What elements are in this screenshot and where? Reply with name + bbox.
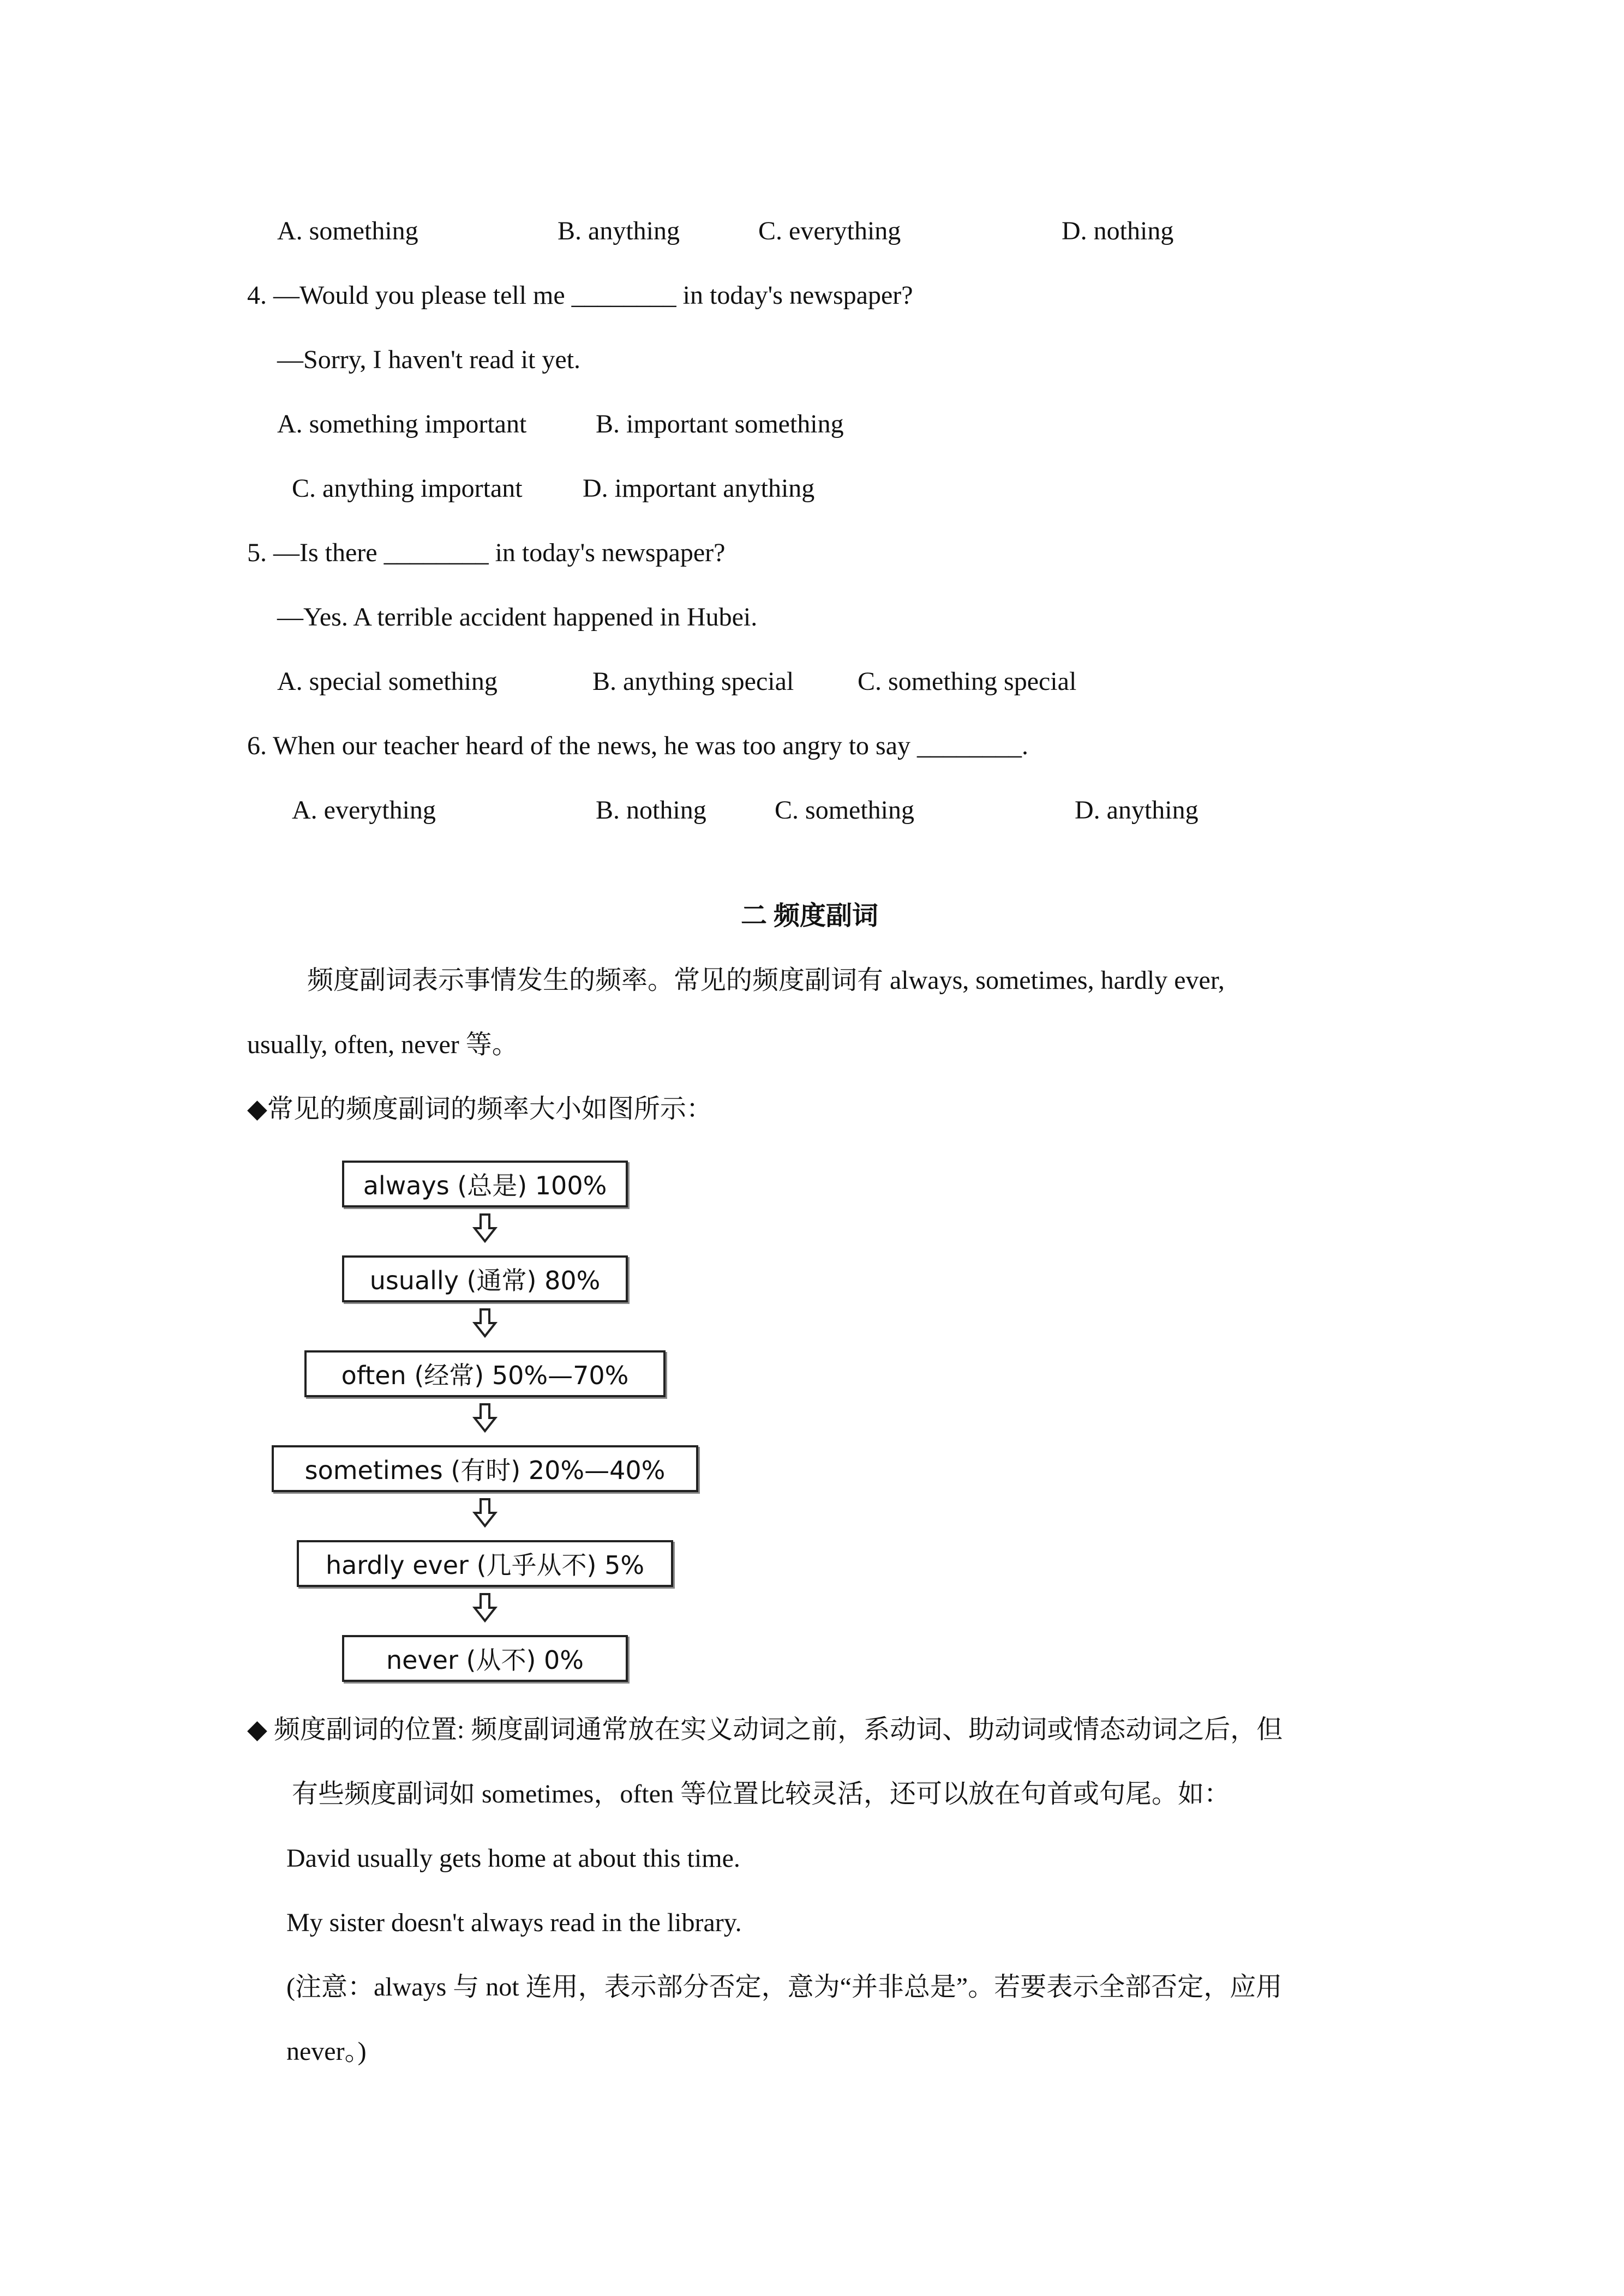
down-arrow-icon	[471, 1307, 499, 1339]
section-heading: 二 频度副词	[741, 901, 879, 930]
q5-option-b: B. anything special	[592, 667, 794, 696]
example-sentence-1: David usually gets home at about this time.	[286, 1844, 740, 1873]
q4-option-d: D. important anything	[583, 474, 815, 503]
q6-option-a: A. everything	[292, 796, 436, 825]
q3-option-c: C. everything	[758, 217, 901, 245]
frequency-box-sometimes: sometimes (有时) 20%—40%	[272, 1445, 698, 1492]
q5-reply: —Yes. A terrible accident happened in Hubei.	[277, 603, 758, 632]
example-sentence-2: My sister doesn't always read in the library.	[286, 1908, 742, 1937]
q5-option-a: A. special something	[277, 667, 498, 696]
frequency-box-often: often (经常) 50%—70%	[304, 1350, 666, 1397]
q5-question: 5. —Is there ________ in today's newspaper?	[247, 538, 726, 567]
down-arrow-icon	[471, 1591, 499, 1624]
frequency-box-always: always (总是) 100%	[342, 1161, 628, 1207]
note-line-1: (注意：always 与 not 连用，表示部分否定，意为“并非总是”。若要表示全部否定，应用	[286, 1973, 1283, 2002]
q6-option-c: C. something	[775, 796, 915, 825]
q4-question: 4. —Would you please tell me ________ in today's newspaper?	[247, 281, 913, 310]
q6-question: 6. When our teacher heard of the news, he was too angry to say ________.	[247, 731, 1029, 760]
intro-line-2: usually, often, never 等。	[247, 1030, 518, 1059]
q6-option-b: B. nothing	[596, 796, 706, 825]
q4-option-b: B. important something	[596, 410, 844, 438]
intro-line-1: 频度副词表示事情发生的频率。常见的频度副词有 always, sometimes, hardly ever,	[307, 966, 1225, 995]
frequency-box-never: never (从不) 0%	[342, 1635, 628, 1682]
q4-option-a: A. something important	[277, 410, 527, 438]
position-line-1: ◆ 频度副词的位置: 频度副词通常放在实义动词之前，系动词、助动词或情态动词之后，但	[247, 1715, 1283, 1744]
position-line-2: 有些频度副词如 sometimes，often 等位置比较灵活，还可以放在句首或句尾。如：	[292, 1780, 1230, 1808]
diagram-caption: ◆常见的频度副词的频率大小如图所示：	[247, 1095, 712, 1123]
down-arrow-icon	[471, 1212, 499, 1245]
down-arrow-icon	[471, 1496, 499, 1529]
note-line-2: never。)	[286, 2037, 367, 2066]
q5-option-c: C. something special	[858, 667, 1077, 696]
q3-option-d: D. nothing	[1062, 217, 1174, 245]
q6-option-d: D. anything	[1075, 796, 1198, 825]
q3-option-b: B. anything	[558, 217, 680, 245]
q4-reply: —Sorry, I haven't read it yet.	[277, 345, 581, 374]
frequency-box-usually: usually (通常) 80%	[342, 1255, 628, 1302]
q3-option-a: A. something	[277, 217, 418, 245]
q4-option-c: C. anything important	[292, 474, 523, 503]
down-arrow-icon	[471, 1402, 499, 1434]
frequency-box-hardly-ever: hardly ever (几乎从不) 5%	[297, 1540, 673, 1587]
